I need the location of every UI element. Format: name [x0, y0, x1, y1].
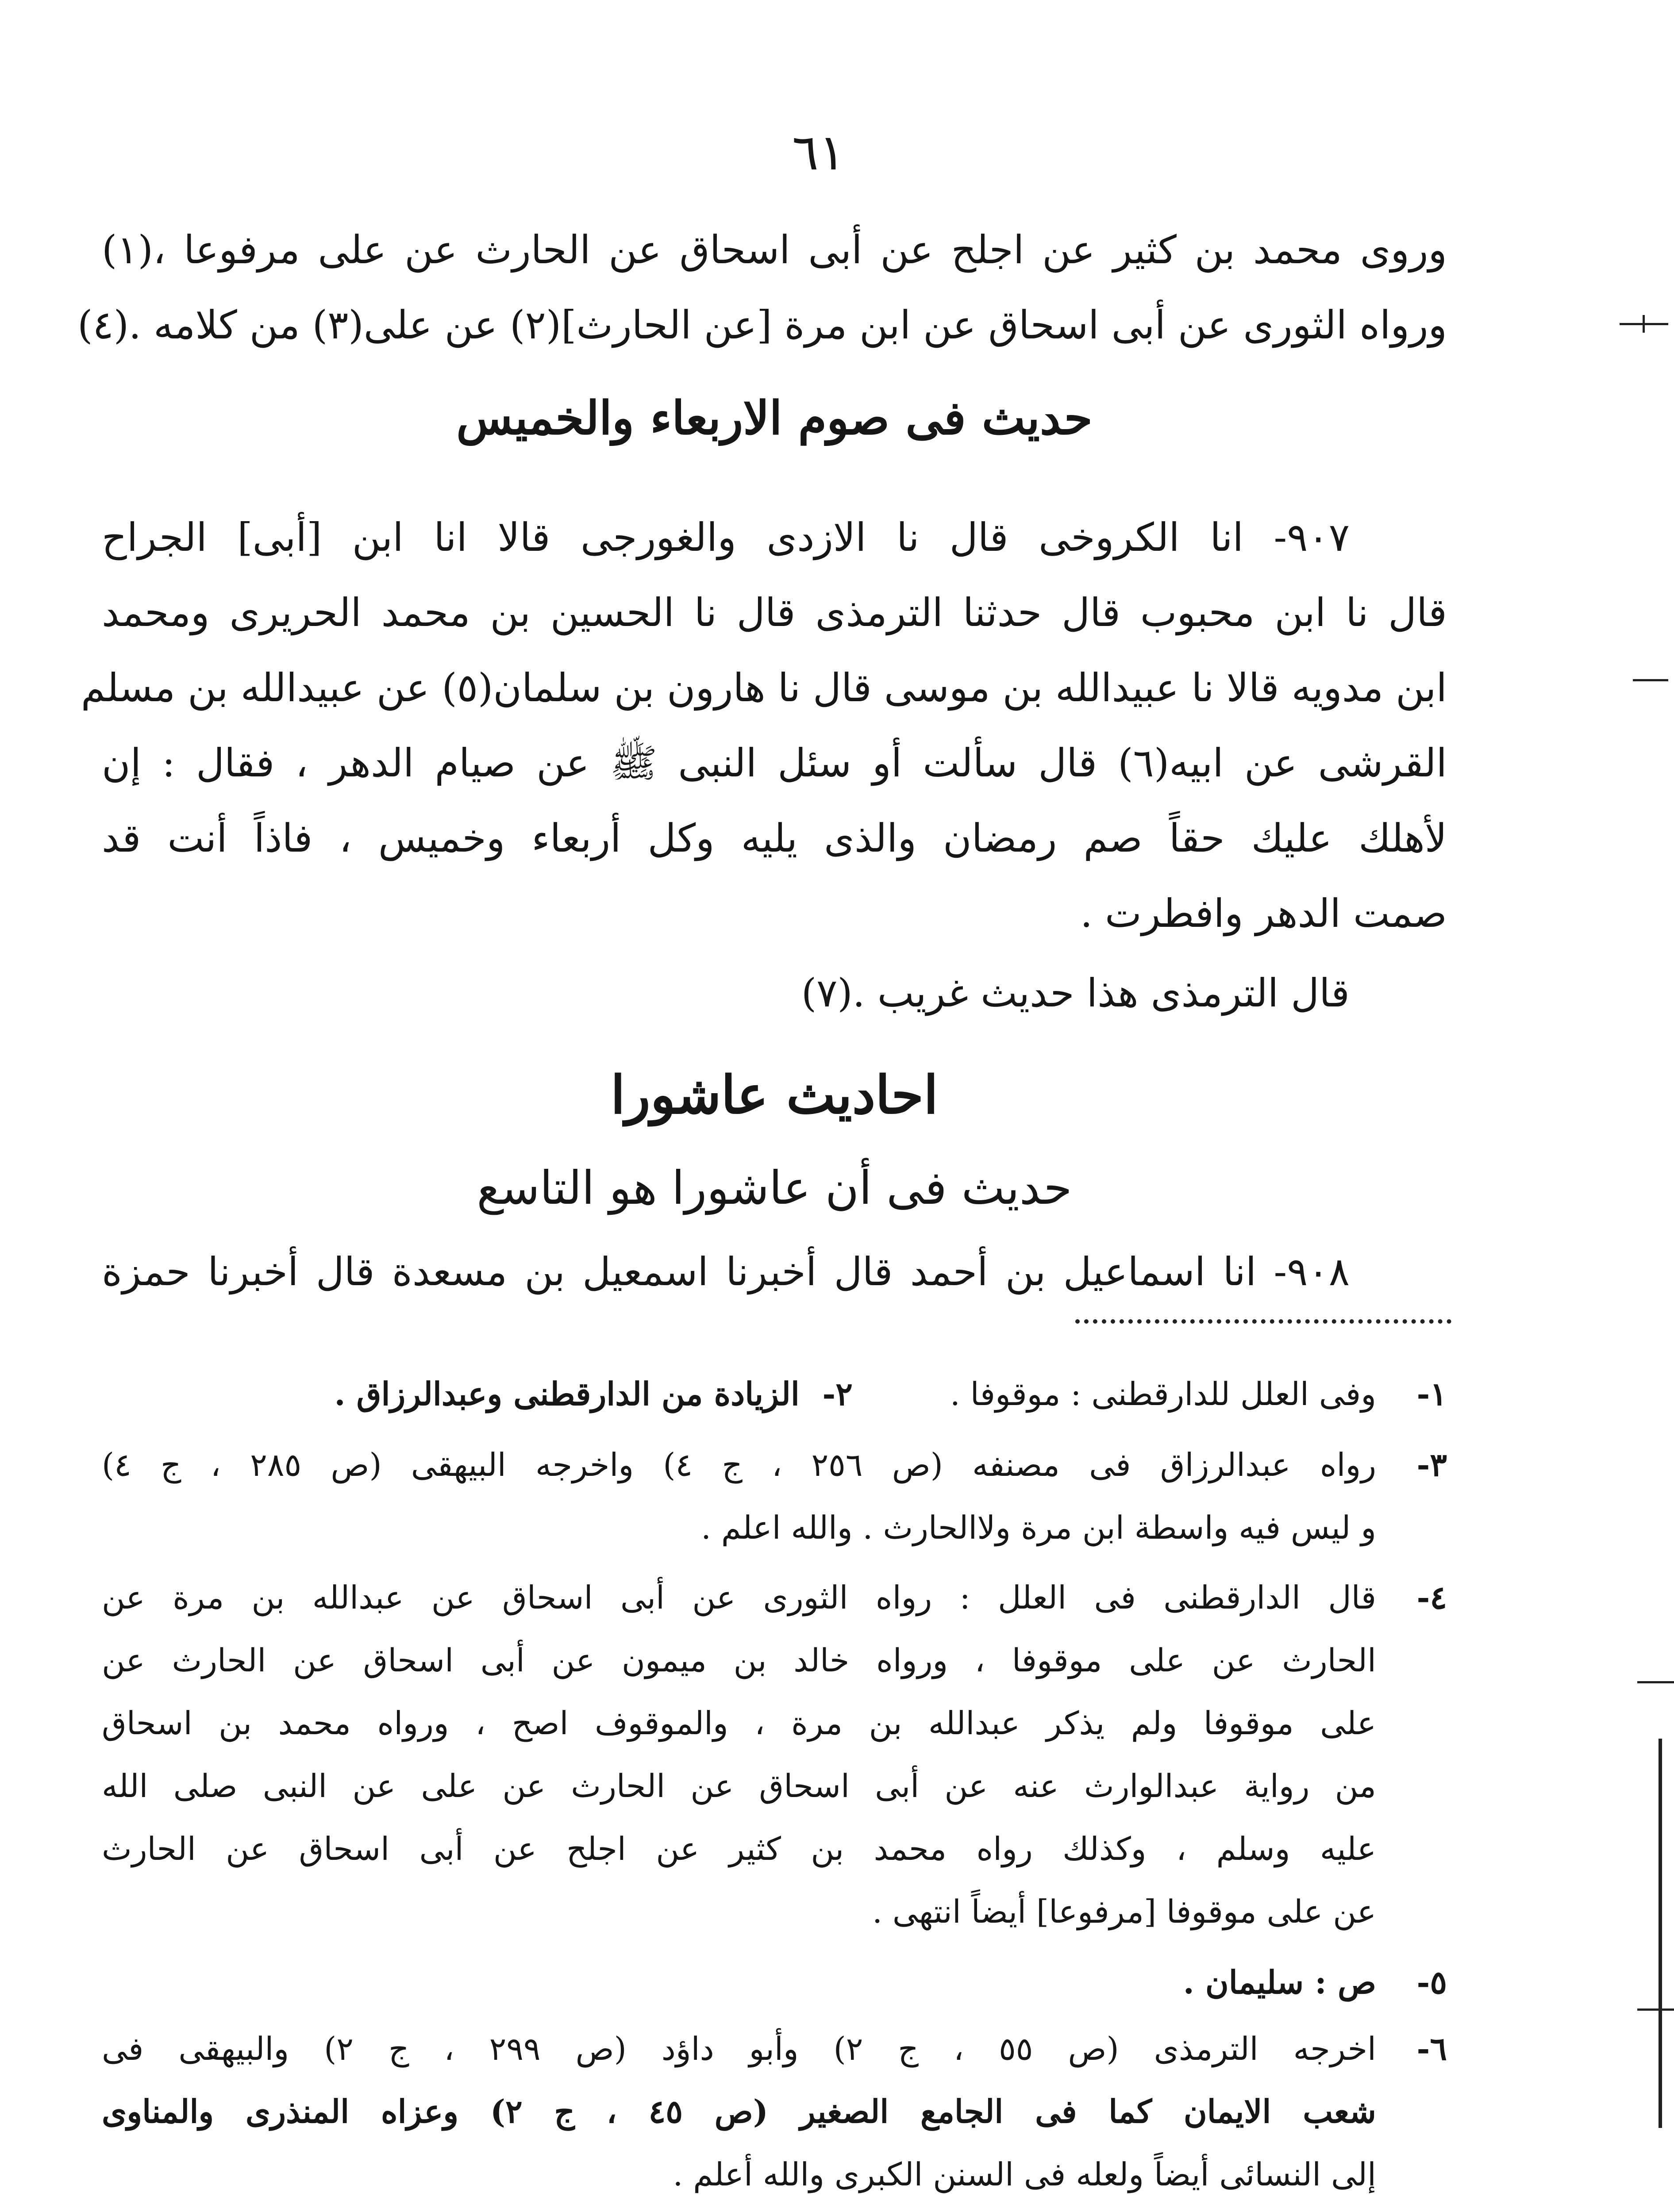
section-heading: حديث فى أن عاشورا هو التاسع	[477, 1161, 1072, 1215]
footnote-text: عليه وسلم ، وكذلك رواه محمد بن كثير عن اجلح عن أبى اسحاق عن الحارث	[102, 1830, 1376, 1867]
text-line: صمت الدهر وافطرت .	[1080, 891, 1447, 936]
footnote-1-2	[102, 1363, 1447, 1425]
footnote-text: على موقوفا ولم يذكر عبدالله بن مرة ، والموقوف اصح ، ورواه محمد بن اسحاق	[102, 1705, 1376, 1742]
text-line: لأهلك عليك حقاً صم رمضان والذى يليه وكل أربعاء وخميس ، فاذاً أنت قد	[102, 815, 1447, 861]
chapter-heading: احاديث عاشورا	[611, 1064, 938, 1125]
footnote-text: وفى العلل للدارقطنى : موقوفا .	[950, 1375, 1376, 1413]
footnote-number: ٤-	[1416, 1578, 1447, 1616]
footnote-5	[102, 1951, 1447, 2014]
text-line: ابن مدويه قالا نا عبيدالله بن موسى قال نا هارون بن سلمان(٥) عن عبيدالله بن مسلم	[81, 665, 1447, 710]
footnote-text: و ليس فيه واسطة ابن مرة ولاالحارث . والله اعلم .	[701, 1509, 1376, 1546]
margin-rule	[1659, 1739, 1662, 2128]
text-line: وروى محمد بن كثير عن اجلح عن أبى اسحاق عن الحارث عن على مرفوعا ،(١)	[102, 227, 1447, 273]
footnote-number: ١-	[1416, 1375, 1447, 1413]
text-line: القرشى عن ابيه(٦) قال سألت أو سئل النبى ﷺ عن صيام الدهر ، فقال : إن	[102, 740, 1447, 786]
text-line: ٩٠٨- انا اسماعيل بن أحمد قال أخبرنا اسمعيل بن مسعدة قال أخبرنا حمزة	[102, 1249, 1350, 1294]
footnote-text: إلى النسائى أيضاً ولعله فى السنن الكبرى والله أعلم .	[673, 2156, 1376, 2193]
footnote-3	[102, 1433, 1447, 1496]
section-heading: حديث فى صوم الاربعاء والخميس	[456, 391, 1093, 445]
text-line: ٩٠٧- انا الكروخى قال نا الازدى والغورجى قالا انا ابن [أبى] الجراح	[102, 515, 1350, 560]
footnote-number: ٣-	[1416, 1446, 1447, 1483]
footnote-text: اخرجه الترمذى (ص ٥٥ ، ج ٢) وأبو داؤد (ص ٢٩٩ ، ج ٢) والبيهقى فى	[102, 2030, 1377, 2067]
footnote-text: عن على موقوفا [مرفوعا] أيضاً انتهى .	[872, 1893, 1376, 1930]
margin-mark	[1643, 315, 1645, 333]
footnote-7	[102, 2208, 1447, 2212]
tirmidhi-note: قال الترمذى هذا حديث غريب .(٧)	[801, 970, 1350, 1016]
margin-mark	[1637, 2008, 1674, 2011]
footnote-text: رواه عبدالرزاق فى مصنفه (ص ٢٥٦ ، ج ٤) واخرجه البيهقى (ص ٢٨٥ ، ج ٤)	[102, 1446, 1377, 1483]
footnote-separator	[1075, 1319, 1451, 1324]
footnote-number	[1376, 2208, 1447, 2212]
footnote-text: الحارث عن على موقوفا ، ورواه خالد بن ميمون عن أبى اسحاق عن الحارث عن	[102, 1642, 1376, 1679]
margin-mark	[1633, 679, 1668, 681]
footnote-text: قال الدارقطنى فى العلل : رواه الثورى عن أبى اسحاق عن عبدالله بن مرة عن	[102, 1579, 1376, 1616]
text-line: قال نا ابن محبوب قال حدثنا الترمذى قال نا الحسين بن محمد الحريرى ومحمد	[102, 590, 1447, 635]
text-line: ورواه الثورى عن أبى اسحاق عن ابن مرة [عن الحارث](٢) عن على(٣) من كلامه .(٤)	[77, 302, 1447, 348]
footnote-4	[102, 1566, 1447, 1629]
footnote-text: شعب الايمان كما فى الجامع الصغير (ص ٤٥ ، ج ٢) وعزاه المنذرى والمناوى	[102, 2093, 1376, 2130]
footnote-number: ٢-	[822, 1375, 853, 1413]
footnote-number: ٦-	[1416, 2030, 1447, 2067]
footnote-number: ٥-	[1416, 1963, 1447, 2001]
footnote-text: من رواية عبدالوارث عنه عن أبى اسحاق عن الحارث عن على عن النبى صلى الله	[102, 1767, 1376, 1805]
margin-mark	[1637, 1681, 1674, 1683]
footnote-text: ص : سليمان .	[1183, 1963, 1376, 2001]
footnote-6	[102, 2017, 1447, 2080]
page-number: ٦١	[792, 124, 846, 181]
footnote-text: الزيادة من الدارقطنى وعبدالرزاق .	[334, 1375, 800, 1413]
